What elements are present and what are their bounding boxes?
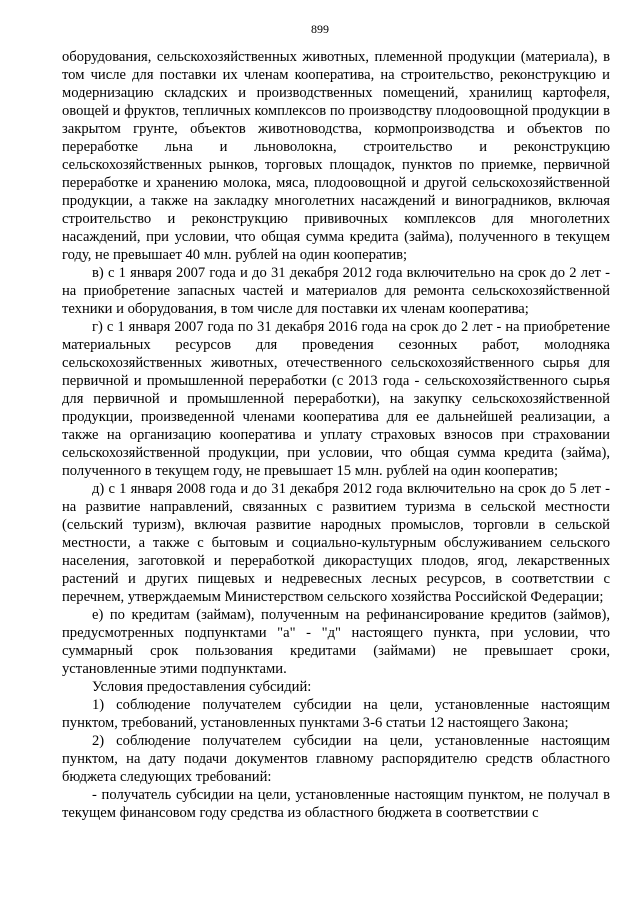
page-number: 899 bbox=[311, 22, 329, 36]
paragraph-continuation: оборудования, сельскохозяйственных животных, племенной продукции (материала), в том числе для поставки их членам кооператива, на строительство, реконструкцию и модернизацию складских и производственных помещений, хранилищ картофеля, овощей и фруктов, тепличных комплексов по производству плодоовощной продукции в закрытом грунте, объектов животноводства, кормопроизводства и объектов по переработке льна и льноволокна, строительство и реконструкцию сельскохозяйственных рынков, торговых площадок, пунктов по приемке, первичной переработке и хранению молока, мяса, плодоовощной и другой сельскохозяйственной продукции, а также на закладку многолетних насаждений и виноградников, включая строительство и реконструкцию прививочных комплексов для многолетних насаждений, при условии, что общая сумма кредита (займа), полученного в текущем году, не превышает 40 млн. рублей на один кооператив; bbox=[62, 49, 610, 263]
paragraph-subitem-v: в) с 1 января 2007 года и до 31 декабря 2012 года включительно на срок до 2 лет - на приобретение запасных частей и материалов для ремонта сельскохозяйственной техники и оборудования, в том числе для поставки их членам кооператива; bbox=[62, 265, 610, 317]
document-body bbox=[62, 48, 610, 822]
paragraph-subitem-d: д) с 1 января 2008 года и до 31 декабря 2012 года включительно на срок до 5 лет - на развитие направлений, связанных с развитием туризма в сельской местности (сельский туризм), включая развитие народных промыслов, торговли в сельской местности, а также с бытовым и социально-культурным обслуживанием сельского населения, заготовкой и переработкой дикорастущих плодов, ягод, лекарственных растений и других пищевых и недревесных лесных ресурсов, в соответствии с перечнем, утверждаемым Министерством сельского хозяйства Российской Федерации; bbox=[62, 481, 610, 605]
paragraph-condition-2: 2) соблюдение получателем субсидии на цели, установленные настоящим пунктом, на дату подачи документов главному распорядителю средств областного бюджета следующих требований: bbox=[62, 733, 610, 785]
paragraph-subitem-e: е) по кредитам (займам), полученным на рефинансирование кредитов (займов), предусмотренных подпунктами "а" - "д" настоящего пункта, при условии, что суммарный срок пользования кредитами (займами) не превышает сроки, установленные этими подпунктами. bbox=[62, 607, 610, 677]
paragraph-requirement: - получатель субсидии на цели, установленные настоящим пунктом, не получал в текущем финансовом году средства из областного бюджета в соответствии с bbox=[62, 787, 610, 821]
paragraph-subitem-g: г) с 1 января 2007 года по 31 декабря 2016 года на срок до 2 лет - на приобретение материальных ресурсов для проведения сезонных работ, молодняка сельскохозяйственных животных, отечественного сельскохозяйственного сырья для первичной и промышленной переработки (с 2013 года - сельскохозяйственного сырья для первичной и промышленной переработки), на закупку сельскохозяйственной продукции, произведенной членами кооператива для ее дальнейшей реализации, а также на организацию кооператива и уплату страховых взносов при страховании сельскохозяйственной продукции, при условии, что общая сумма кредита (займа), полученного в текущем году, не превышает 15 млн. рублей на один кооператив; bbox=[62, 319, 610, 479]
paragraph-condition-1: 1) соблюдение получателем субсидии на цели, установленные настоящим пунктом, требований, установленных пунктами 3-6 статьи 12 настоящего Закона; bbox=[62, 697, 610, 731]
paragraph-conditions-heading: Условия предоставления субсидий: bbox=[92, 679, 312, 695]
